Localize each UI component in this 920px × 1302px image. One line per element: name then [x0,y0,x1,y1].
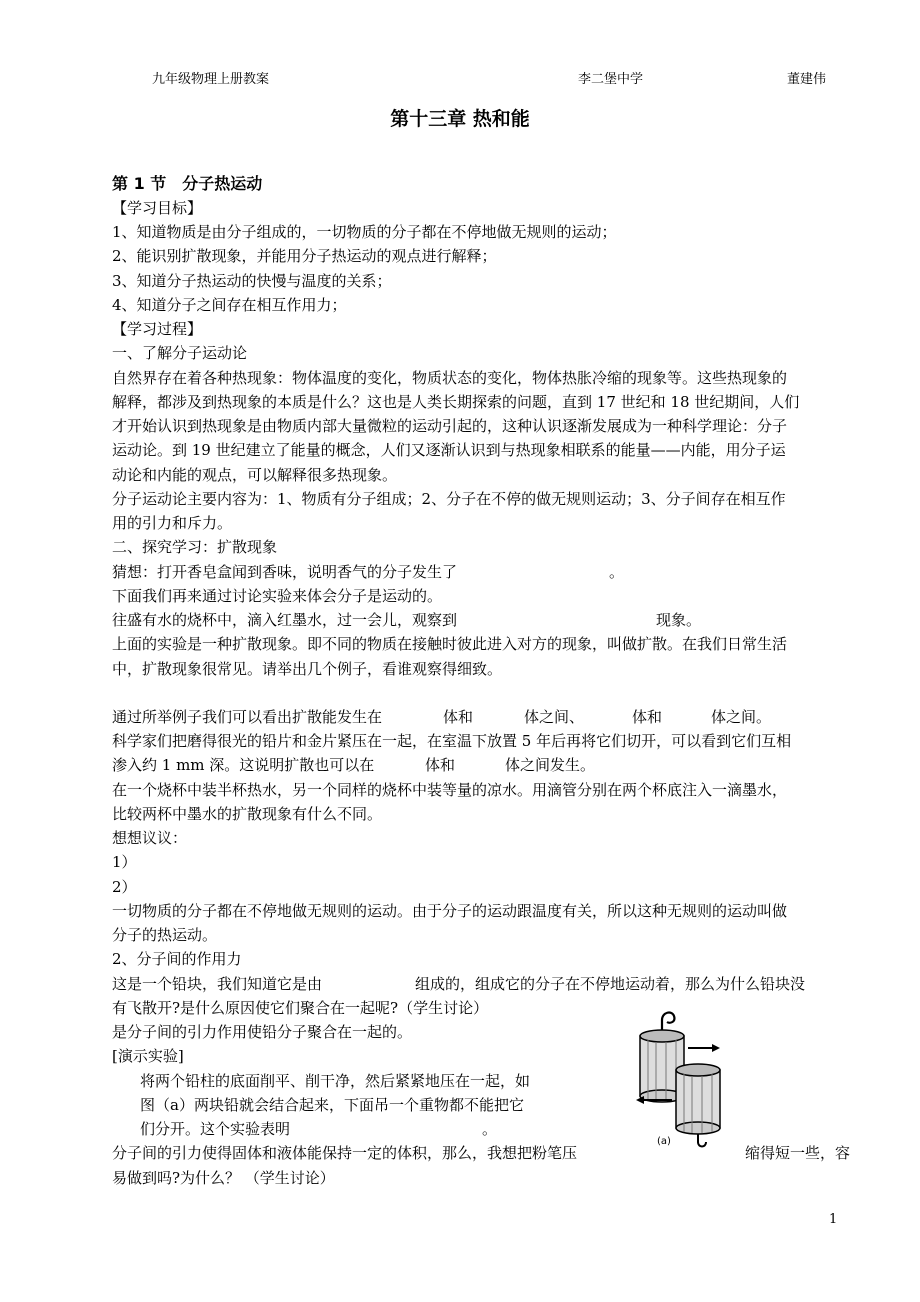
lead-cylinders-illustration [622,1000,748,1150]
solid-line-a: 渗入约 1 mm 深。这说明扩散也可以在 [112,756,375,774]
paragraph-line: 上面的实验是一种扩散现象。即不同的物质在接触时彼此进入对方的现象，叫做扩散。在我们日常生活 [112,635,788,653]
diffusion-line-a: 通过所举例子我们可以看出扩散能发生在 [112,708,383,726]
objective-1: 1、知道物质是由分子组成的，一切物质的分子都在不停地做无规则的运动； [112,223,617,241]
guess-line-end: 。 [609,563,625,581]
discussion-item-1: 1） [112,853,137,871]
chalk-line-a: 分子间的引力使得固体和液体能保持一定的体积，那么，我想把粉笔压 [112,1144,578,1162]
paragraph-line: 是分子间的引力作用使铅分子聚合在一起的。 [112,1023,413,1041]
header-school: 李二堡中学 [578,72,644,87]
lead-line-a: 这是一个铅块，我们知道它是由 [112,975,323,993]
subheading-1: 一、了解分子运动论 [112,344,248,362]
solid-line-b: 体和 [425,756,456,774]
demo-heading: [演示实验] [112,1047,184,1065]
paragraph-line: 分子运动论主要内容为：1、物质有分子组成；2、分子在不停的做无规则运动；3、分子间存在相互作 [112,490,786,508]
experiment-line: 往盛有水的烧杯中，滴入红墨水，过一会儿，观察到 [112,611,458,629]
paragraph-line: 才开始认识到热现象是由物质内部大量微粒的运动引起的，这种认识逐渐发展成为一种科学理论：分子 [112,417,788,435]
heading-objectives: 【学习目标】 [112,199,203,217]
demo-line: 图（a）两块铅就会结合起来，下面吊一个重物都不能把它 [140,1096,524,1114]
diffusion-line-d: 体和 [632,708,663,726]
solid-line-c: 体之间发生。 [505,756,596,774]
demo-line-b: 。 [482,1120,498,1138]
diffusion-line-b: 体和 [443,708,474,726]
diffusion-line-e: 体之间。 [711,708,772,726]
demo-line: 将两个铅柱的底面削平、削干净，然后紧紧地压在一起，如 [140,1072,531,1090]
paragraph-line: 科学家们把磨得很光的铅片和金片紧压在一起，在室温下放置 5 年后再将它们切开，可以看到它们互相 [112,732,792,750]
paragraph-line: 自然界存在着各种热现象：物体温度的变化，物质状态的变化，物体热胀冷缩的现象等。这些热现象的 [112,369,788,387]
bottom-cylinder-top [676,1064,720,1076]
paragraph-line: 一切物质的分子都在不停地做无规则的运动。由于分子的运动跟温度有关，所以这种无规则的运动叫做 [112,902,788,920]
objective-4: 4、知道分子之间存在相互作用力； [112,296,347,314]
lead-cylinders-figure [622,1000,748,1150]
bottom-cylinder-bottom [676,1122,720,1134]
subheading-force: 2、分子间的作用力 [112,950,242,968]
chapter-title: 第十三章 热和能 [390,108,530,130]
paragraph-line: 在一个烧杯中装半杯热水，另一个同样的烧杯中装等量的凉水。用滴管分别在两个杯底注入一滴墨水， [112,781,788,799]
bottom-cylinder-body [676,1070,720,1128]
paragraph-line: 用的引力和斥力。 [112,514,233,532]
objective-3: 3、知道分子热运动的快慢与温度的关系； [112,272,392,290]
paragraph-line: 有飞散开?是什么原因使它们聚合在一起呢?（学生讨论） [112,999,489,1017]
paragraph-line: 解释，都涉及到热现象的本质是什么？这也是人类长期探索的问题，直到 17 世纪和 18 世纪期间，人们 [112,393,800,411]
paragraph-line: 运动论。到 19 世纪建立了能量的概念，人们又逐渐认识到与热现象相联系的能量——内能，用分子运 [112,441,786,459]
chalk-line-b: 缩得短一些，容 [745,1144,851,1162]
discussion-heading: 想想议议： [112,829,188,847]
hook-bottom-icon [698,1134,706,1147]
demo-line-a: 们分开。这个实验表明 [140,1120,291,1138]
page-number: 1 [829,1212,838,1227]
guess-line: 猜想：打开香皂盒闻到香味，说明香气的分子发生了 [112,563,458,581]
discussion-item-2: 2） [112,878,137,896]
objective-2: 2、能识别扩散现象，并能用分子热运动的观点进行解释； [112,247,497,265]
paragraph-line: 中，扩散现象很常见。请举出几个例子，看谁观察得细致。 [112,660,503,678]
diffusion-line-c: 体之间、 [524,708,585,726]
figure-caption: (a) [657,1136,671,1147]
paragraph-line: 易做到吗?为什么？ （学生讨论） [112,1169,335,1187]
experiment-line-end: 现象。 [656,611,702,629]
heading-process: 【学习过程】 [112,320,203,338]
subheading-2: 二、探究学习：扩散现象 [112,538,278,556]
paragraph-line: 比较两杯中墨水的扩散现象有什么不同。 [112,805,383,823]
header-author: 董建伟 [787,72,827,87]
paragraph-line: 分子的热运动。 [112,926,218,944]
lead-line-b: 组成的，组成它的分子在不停地运动着，那么为什么铅块没 [415,975,806,993]
header-course: 九年级物理上册教案 [152,72,270,87]
top-cylinder-cap [640,1030,684,1042]
paragraph-line: 下面我们再来通过讨论实验来体会分子是运动的。 [112,587,443,605]
section-title: 第 1 节 分子热运动 [112,174,263,193]
paragraph-line: 动论和内能的观点，可以解释很多热现象。 [112,466,398,484]
